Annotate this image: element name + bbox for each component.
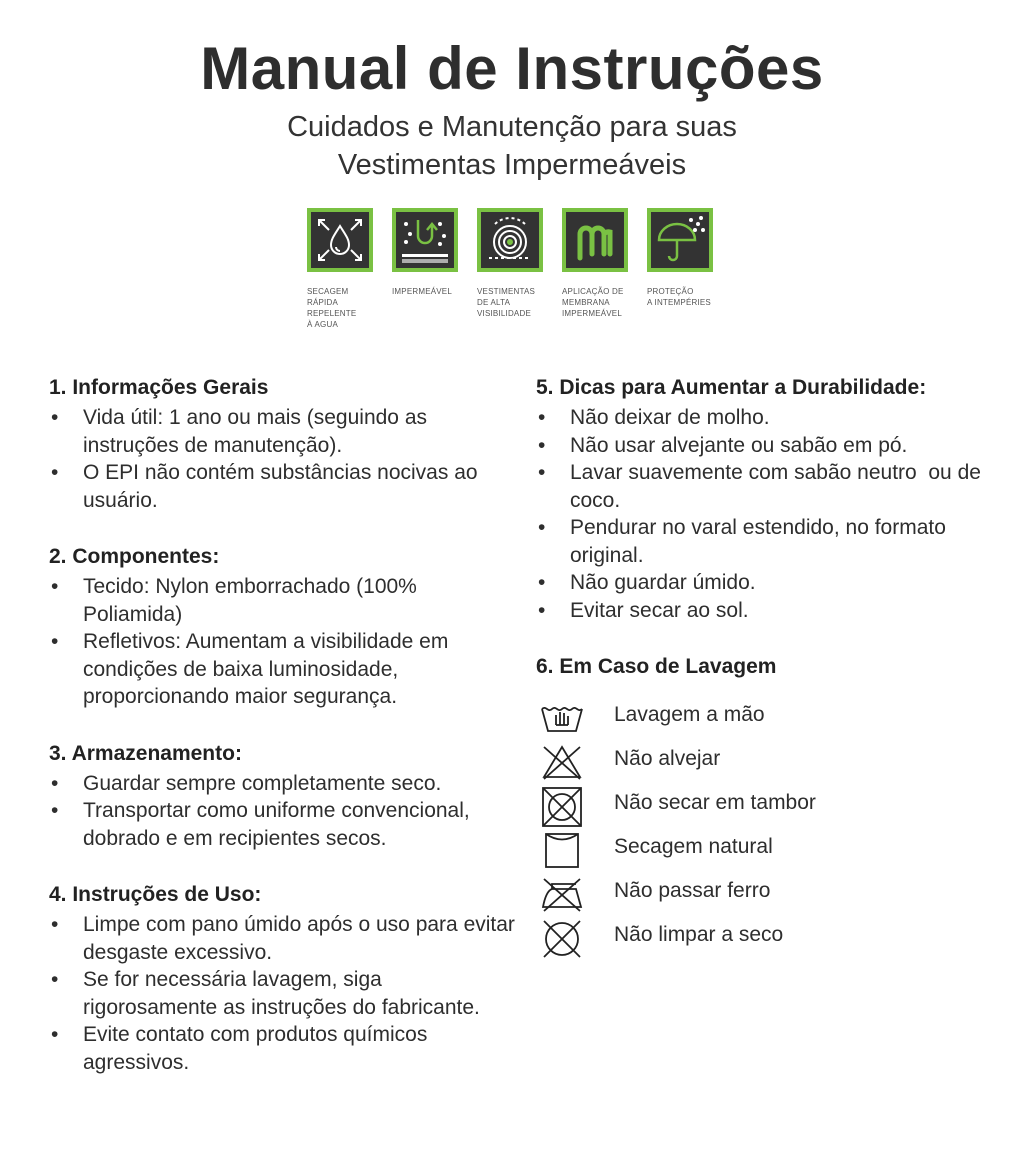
bullet: • <box>51 799 59 822</box>
list-item: • Não usar alvejante ou sabão em pó. <box>536 432 996 460</box>
bullet: • <box>51 771 59 795</box>
list-item: • Não deixar de molho. <box>536 404 996 432</box>
care-row <box>536 741 996 785</box>
right-column <box>536 372 996 988</box>
subtitle-line-2: Vestimentas Impermeáveis <box>337 149 687 181</box>
care-row <box>536 873 996 917</box>
no-iron-icon <box>540 875 584 915</box>
list-item: • Evitar secar ao sol. <box>536 597 996 625</box>
list-item: • Limpe com pano úmido após o uso para evitar desgaste excessivo. <box>51 913 515 964</box>
bullet: • <box>51 630 59 653</box>
page-title: Manual de Instruções <box>200 35 824 102</box>
high-visibility-icon <box>481 212 539 268</box>
section-title: 1. Informações Gerais <box>49 376 269 399</box>
list-item: • Não guardar úmido. <box>536 569 996 597</box>
section-washing <box>536 651 996 961</box>
care-label: Lavagem a mão <box>614 703 765 726</box>
section-storage <box>49 738 519 853</box>
subtitle-line-1: Cuidados e Manutenção para suas <box>287 111 737 143</box>
list-item: • Se for necessária lavagem, siga rigorosamente as instruções do fabricante. <box>51 968 480 1019</box>
bullet: • <box>538 598 546 622</box>
feature-label: SECAGEM RÁPIDA REPELENTE À AGUA <box>307 287 357 329</box>
bullet: • <box>538 461 546 484</box>
umbrella-icon <box>651 212 709 268</box>
drop-arrows-icon <box>311 212 369 268</box>
feature-membrane <box>562 208 642 319</box>
feature-icons-row <box>307 208 747 338</box>
hand-wash-icon <box>540 699 584 739</box>
feature-label: APLICAÇÃO DE MEMBRANA IMPERMEÁVEL <box>562 287 624 318</box>
list-item: • Evite contato com produtos químicos agressivos. <box>51 1023 428 1074</box>
page-subtitle <box>0 108 1024 184</box>
feature-label: VESTIMENTAS DE ALTA VISIBILIDADE <box>477 287 536 318</box>
feature-high-visibility <box>477 208 557 319</box>
section-durability-tips <box>536 372 996 624</box>
section-title: 6. Em Caso de Lavagem <box>536 655 777 678</box>
care-row <box>536 697 996 741</box>
feature-waterproof <box>392 208 472 297</box>
care-label: Secagem natural <box>614 835 773 858</box>
list-item: • Refletivos: Aumentam a visibilidade em condições de baixa luminosidade, proporcionando maior segurança. <box>51 630 449 708</box>
bullet: • <box>538 571 546 594</box>
care-symbols-list <box>536 697 996 961</box>
feature-label: IMPERMEÁVEL <box>392 287 452 296</box>
feature-label: PROTEÇÃO A INTEMPÉRIES <box>647 287 711 307</box>
list-item: • Lavar suavemente com sabão neutro ou de coco. <box>538 461 987 512</box>
section-title: 2. Componentes: <box>49 545 220 568</box>
care-label: Não passar ferro <box>614 879 771 902</box>
care-row <box>536 917 996 961</box>
list-item: • Transportar como uniforme convencional, dobrado e em recipientes secos. <box>51 799 470 850</box>
care-row <box>536 829 996 873</box>
feature-quick-dry <box>307 208 387 330</box>
section-title: 3. Armazenamento: <box>49 741 242 765</box>
no-bleach-icon <box>540 743 584 783</box>
list-item: • Guardar sempre completamente seco. <box>49 770 519 798</box>
section-general-info <box>49 372 519 514</box>
left-column <box>49 372 519 1103</box>
bullet: • <box>538 406 546 429</box>
no-dry-clean-icon <box>540 919 584 959</box>
care-row <box>536 785 996 829</box>
bullet: • <box>51 575 59 598</box>
section-title: 5. Dicas para Aumentar a Durabilidade: <box>536 376 927 399</box>
list-item: • Vida útil: 1 ano ou mais (seguindo as instruções de manutenção). <box>51 406 427 457</box>
no-tumble-dry-icon <box>540 787 584 827</box>
bullet: • <box>51 1023 59 1046</box>
section-components <box>49 541 519 711</box>
list-item: • O EPI não contém substâncias nocivas ao usuário. <box>51 461 478 512</box>
bullet: • <box>51 461 59 484</box>
bullet: • <box>538 433 546 457</box>
bullet: • <box>51 406 59 429</box>
list-item: • Pendurar no varal estendido, no formato original. <box>538 516 946 567</box>
care-label: Não alvejar <box>614 747 721 770</box>
membrane-icon <box>566 212 624 268</box>
waterproof-icon <box>396 212 454 268</box>
bullet: • <box>51 968 59 991</box>
section-title: 4. Instruções de Uso: <box>49 883 262 906</box>
care-label: Não secar em tambor <box>614 791 816 814</box>
list-item: • Tecido: Nylon emborrachado (100% Poliamida) <box>51 575 417 626</box>
care-label: Não limpar a seco <box>614 923 784 946</box>
natural-dry-icon <box>540 831 584 871</box>
bullet: • <box>538 516 546 539</box>
section-usage <box>49 879 519 1076</box>
bullet: • <box>51 913 59 936</box>
feature-weather-protection <box>647 208 727 308</box>
